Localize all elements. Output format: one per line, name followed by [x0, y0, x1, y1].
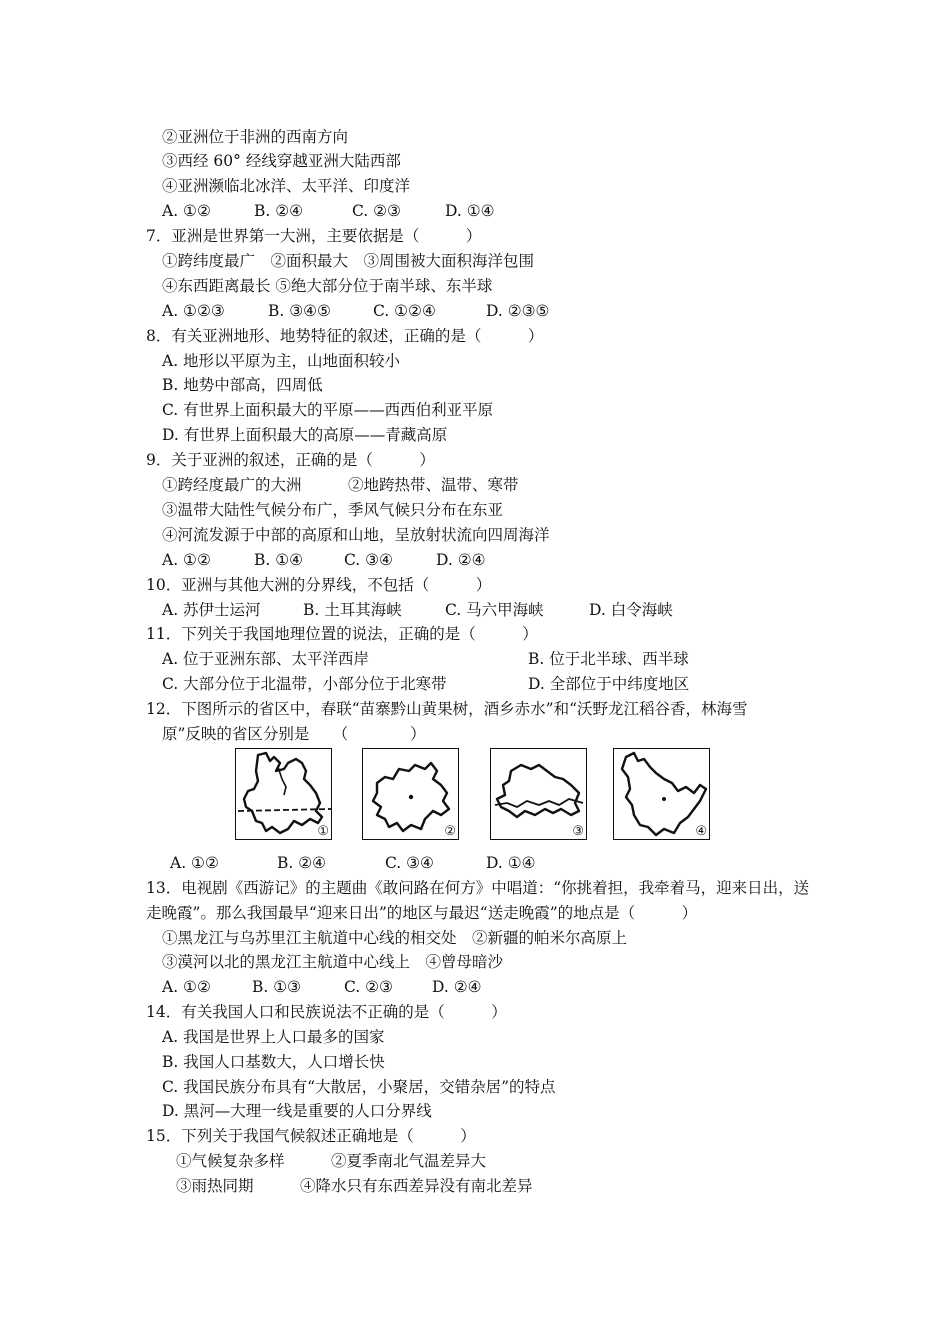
q14-option-a: A. 我国是世界上人口最多的国家	[162, 1028, 385, 1046]
q13-items-line1: ①黑龙江与乌苏里江主航道中心线的相交处 ②新疆的帕米尔高原上	[162, 929, 628, 947]
province-map-3	[490, 748, 587, 840]
q8-option-b: B. 地势中部高，四周低	[162, 376, 323, 394]
option-c: C. ③④	[385, 854, 434, 872]
q9-items-line2: ③温带大陆性气候分布广，季风气候只分布在东亚	[162, 501, 504, 519]
option-d: D. ①④	[486, 854, 536, 872]
option-d: D. ②③⑤	[486, 302, 550, 320]
option-c: C. ②③	[352, 202, 401, 220]
option-d: D. ②④	[436, 551, 486, 569]
q14-option-c: C. 我国民族分布具有“大散居，小聚居，交错杂居”的特点	[162, 1078, 556, 1096]
province-maps	[235, 748, 715, 842]
option-c: C. ③④	[344, 551, 393, 569]
q15-items-line2: ③雨热同期 ④降水只有东西差异没有南北差异	[176, 1177, 533, 1195]
q15-items-line1: ①气候复杂多样 ②夏季南北气温差异大	[176, 1152, 487, 1170]
q8-stem: 8．有关亚洲地形、地势特征的叙述，正确的是（ ）	[146, 327, 544, 345]
q12-stem-line1: 12．下图所示的省区中，春联“苗寨黔山黄果树，酒乡赤水”和“沃野龙江稻谷香，林海雪	[146, 700, 748, 718]
option-a: A. ①②	[162, 202, 211, 220]
q8-option-c: C. 有世界上面积最大的平原——西西伯利亚平原	[162, 401, 494, 419]
map-label-1: ①	[317, 824, 329, 839]
q13-stem-line2: 走晚霞”。那么我国最早“迎来日出”的地区与最迟“送走晚霞”的地点是（ ）	[146, 904, 698, 922]
option-d: D. 白令海峡	[589, 601, 673, 619]
province-map-4	[613, 748, 710, 840]
q14-option-d: D. 黑河—大理一线是重要的人口分界线	[162, 1102, 432, 1120]
option-b: B. ②④	[254, 202, 304, 220]
map-label-2: ②	[444, 824, 456, 839]
option-c: C. ①②④	[373, 302, 436, 320]
q12-stem-line2: 原”反映的省区分别是 （ ）	[162, 725, 426, 743]
option-c: C. 马六甲海峡	[445, 601, 544, 619]
q7-items-line2: ④东西距离最长 ⑤绝大部分位于南半球、东半球	[162, 277, 493, 295]
q9-stem: 9．关于亚洲的叙述，正确的是（ ）	[146, 451, 435, 469]
q11-option-c: C. 大部分位于北温带，小部分位于北寒带	[162, 675, 447, 693]
option-b: B. ①③	[252, 978, 302, 996]
province-map-1	[235, 748, 332, 840]
q11-option-b: B. 位于北半球、西半球	[528, 650, 689, 668]
q13-stem-line1: 13．电视剧《西游记》的主题曲《敢问路在何方》中唱道：“你挑着担，我牵着马，迎来日出，送	[146, 879, 810, 897]
map-label-4: ④	[695, 824, 707, 839]
option-b: B. ③④⑤	[268, 302, 331, 320]
province-map-2	[362, 748, 459, 840]
option-c: C. ②③	[344, 978, 393, 996]
q9-items-line3: ④河流发源于中部的高原和山地，呈放射状流向四周海洋	[162, 526, 550, 544]
q14-stem: 14．有关我国人口和民族说法不正确的是（ ）	[146, 1003, 507, 1021]
q8-option-d: D. 有世界上面积最大的高原——青藏高原	[162, 426, 448, 444]
option-d: D. ①④	[445, 202, 495, 220]
q7-stem: 7．亚洲是世界第一大洲，主要依据是（ ）	[146, 227, 482, 245]
option-b: B. ②④	[277, 854, 327, 872]
q9-items-line1: ①跨经度最广的大洲 ②地跨热带、温带、寒带	[162, 476, 519, 494]
map-label-3: ③	[572, 824, 584, 839]
q14-option-b: B. 我国人口基数大，人口增长快	[162, 1053, 385, 1071]
q13-items-line2: ③漠河以北的黑龙江主航道中心线上 ④曾母暗沙	[162, 953, 504, 971]
option-a: A. ①②	[162, 978, 211, 996]
option-b: B. ①④	[254, 551, 304, 569]
q11-option-d: D. 全部位于中纬度地区	[528, 675, 690, 693]
option-b: B. 土耳其海峡	[303, 601, 402, 619]
q8-option-a: A. 地形以平原为主，山地面积较小	[162, 352, 401, 370]
option-a: A. ①②	[170, 854, 219, 872]
q7-items-line1: ①跨纬度最广 ②面积最大 ③周围被大面积海洋包围	[162, 252, 535, 270]
q6-item-2: ②亚洲位于非洲的西南方向	[162, 128, 349, 146]
option-a: A. ①②③	[162, 302, 225, 320]
option-a: A. ①②	[162, 551, 211, 569]
q6-item-3: ③西经 60° 经线穿越亚洲大陆西部	[162, 152, 401, 170]
option-d: D. ②④	[432, 978, 482, 996]
q6-item-4: ④亚洲濒临北冰洋、太平洋、印度洋	[162, 177, 411, 195]
option-a: A. 苏伊士运河	[162, 601, 261, 619]
q10-stem: 10．亚洲与其他大洲的分界线，不包括（ ）	[146, 576, 492, 594]
q15-stem: 15．下列关于我国气候叙述正确地是（ ）	[146, 1127, 476, 1145]
q11-stem: 11．下列关于我国地理位置的说法，正确的是（ ）	[146, 625, 538, 643]
q11-option-a: A. 位于亚洲东部、太平洋西岸	[162, 650, 370, 668]
